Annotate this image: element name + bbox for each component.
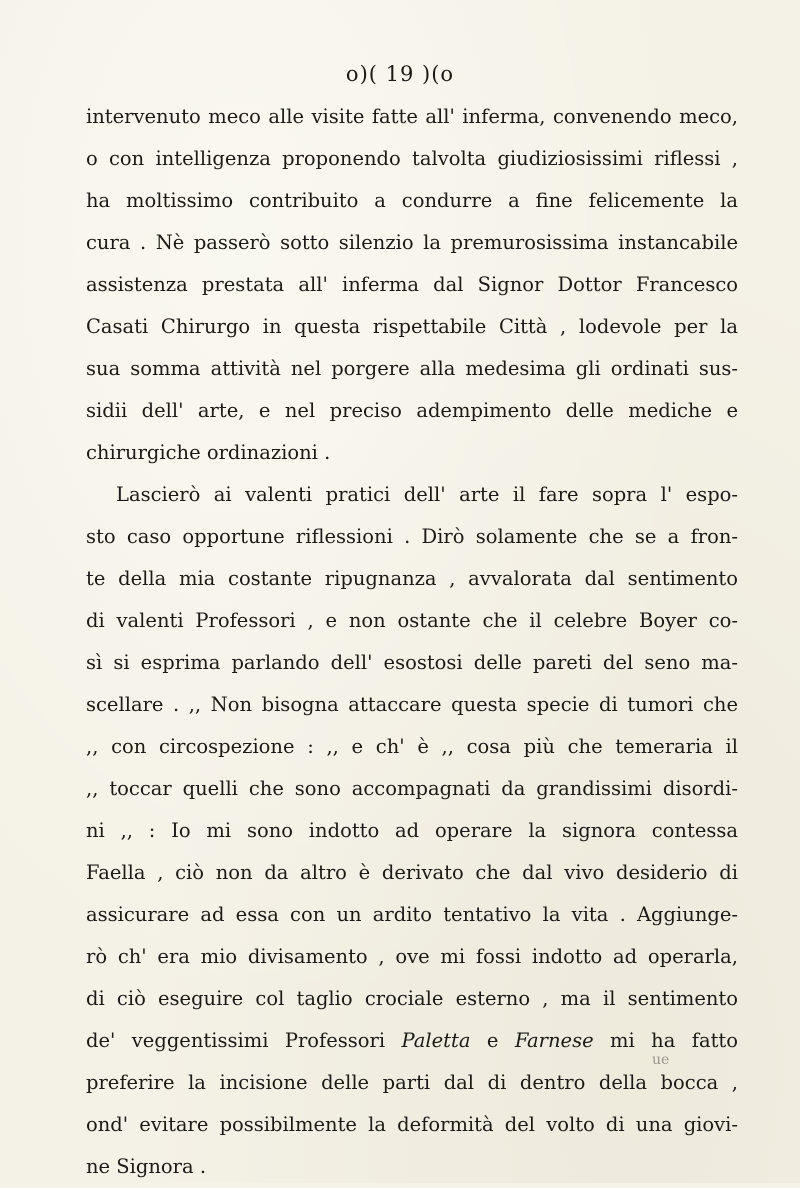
text-line: assistenza prestata all' inferma dal Signor Dottor Francesco	[86, 273, 738, 296]
text-line: ni ,, : Io mi sono indotto ad operare la signora contessa	[86, 819, 738, 842]
text-line: ond' evitare possibilmente la deformità del volto di una giovi-	[86, 1113, 738, 1136]
text-line: Lascierò ai valenti pratici dell' arte il fare sopra l' espo-	[116, 483, 738, 506]
text-line: sto caso opportune riflessioni . Dirò solamente che se a fron-	[86, 525, 738, 548]
text-line: di valenti Professori , e non ostante che il celebre Boyer co-	[86, 609, 738, 632]
text-line: di ciò eseguire col taglio crociale esterno , ma il sentimento	[86, 987, 738, 1010]
text-line: sì si esprima parlando dell' esostosi delle pareti del seno ma-	[86, 651, 738, 674]
text-line: ,, con circospezione : ,, e ch' è ,, cosa più che temeraria il	[86, 735, 738, 758]
text-line: chirurgiche ordinazioni .	[86, 441, 331, 464]
text-line: cura . Nè passerò sotto silenzio la premurosissima instancabile	[86, 231, 738, 254]
page-header: o)( 19 )(o	[345, 62, 455, 86]
catchword: ue	[652, 1052, 670, 1068]
text-line: Faella , ciò non da altro è derivato che dal vivo desiderio di	[86, 861, 738, 884]
text-line: ne Signora .	[86, 1155, 207, 1178]
text-line: de' veggentissimi Professori Paletta e Farnese mi ha fatto	[86, 1029, 738, 1052]
text-line: Casati Chirurgo in questa rispettabile Città , lodevole per la	[86, 315, 738, 338]
text-line: scellare . ,, Non bisogna attaccare questa specie di tumori che	[86, 693, 738, 716]
body-text	[86, 96, 738, 1188]
text-line: intervenuto meco alle visite fatte all' inferma, convenendo meco,	[86, 105, 738, 128]
text-line: assicurare ad essa con un ardito tentativo la vita . Aggiunge-	[86, 903, 738, 926]
text-line: preferire la incisione delle parti dal di dentro della bocca ,	[86, 1071, 738, 1094]
italic-name: Paletta	[401, 1029, 471, 1052]
text-line: ,, toccar quelli che sono accompagnati da grandissimi disordi-	[86, 777, 738, 800]
italic-name: Farnese	[514, 1029, 594, 1052]
text-line: sidii dell' arte, e nel preciso adempimento delle mediche e	[86, 399, 738, 422]
text-line: te della mia costante ripugnanza , avvalorata dal sentimento	[86, 567, 738, 590]
text-line: ha moltissimo contribuito a condurre a fine felicemente la	[86, 189, 738, 212]
text-line: o con intelligenza proponendo talvolta giudiziosissimi riflessi ,	[86, 147, 738, 170]
text-line: sua somma attività nel porgere alla medesima gli ordinati sus-	[86, 357, 738, 380]
text-line: rò ch' era mio divisamento , ove mi fossi indotto ad operarla,	[86, 945, 738, 968]
